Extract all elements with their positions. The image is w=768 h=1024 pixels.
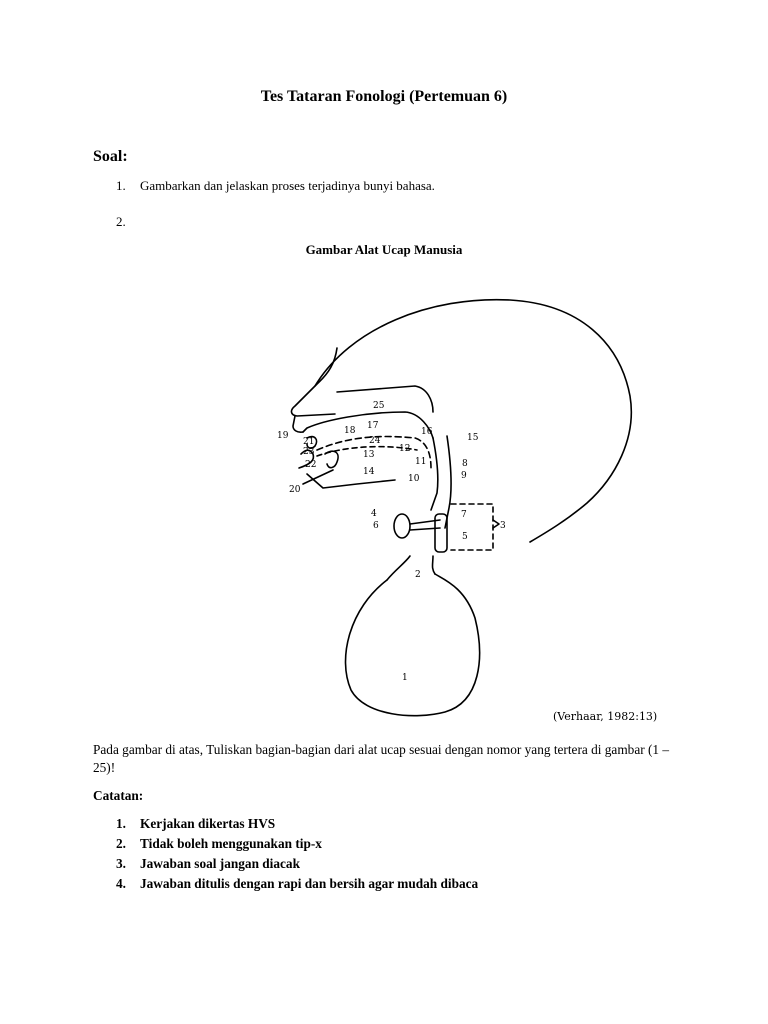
label-7: 7 xyxy=(461,510,467,520)
note-item xyxy=(116,856,478,876)
notes-list xyxy=(116,816,478,896)
label-4: 4 xyxy=(371,509,377,519)
larynx-bracket xyxy=(451,504,493,550)
question-text: Gambarkan dan jelaskan proses terjadinya bunyi bahasa. xyxy=(140,178,435,193)
question-item xyxy=(116,178,435,214)
face-outline xyxy=(291,348,337,416)
note-text: Tidak boleh menggunakan tip-x xyxy=(140,836,322,851)
speech-organs-diagram xyxy=(255,288,705,728)
label-18: 18 xyxy=(344,426,356,436)
label-6: 6 xyxy=(373,521,379,531)
section-heading: Soal: xyxy=(93,148,128,165)
note-item xyxy=(116,816,478,836)
label-23: 23 xyxy=(303,447,315,457)
label-3: 3 xyxy=(500,521,506,531)
figure-number-labels xyxy=(277,401,506,683)
label-8: 8 xyxy=(462,459,468,469)
trachea-left xyxy=(387,556,410,580)
notes-heading: Catatan: xyxy=(93,788,144,803)
label-12: 12 xyxy=(399,444,411,454)
label-20: 20 xyxy=(289,485,301,495)
pharynx xyxy=(431,438,438,510)
bracket-tick xyxy=(493,520,499,528)
note-number: 4. xyxy=(116,876,126,891)
note-item xyxy=(116,836,478,856)
nasal-cavity xyxy=(337,386,433,412)
head-outline xyxy=(315,300,631,542)
label-9: 9 xyxy=(461,471,467,481)
label-25: 25 xyxy=(373,401,385,411)
note-item xyxy=(116,876,478,896)
label-14: 14 xyxy=(363,467,375,477)
leader-20 xyxy=(303,470,333,484)
lungs xyxy=(346,574,480,716)
label-15: 15 xyxy=(467,433,479,443)
label-22: 22 xyxy=(305,460,317,470)
label-5: 5 xyxy=(462,532,468,542)
instruction-text: Pada gambar di atas, Tuliskan bagian-bagian dari alat ucap sesuai dengan nomor yang tertera di gambar (1 – 25)! xyxy=(93,742,670,775)
label-16: 16 xyxy=(421,427,433,437)
document-title: Tes Tataran Fonologi (Pertemuan 6) xyxy=(260,88,508,105)
note-text: Jawaban ditulis dengan rapi dan bersih agar mudah dibaca xyxy=(140,876,479,891)
label-13: 13 xyxy=(363,450,375,460)
figure-caption: Gambar Alat Ucap Manusia xyxy=(305,242,463,257)
label-1: 1 xyxy=(402,673,408,683)
thyroid-cartilage xyxy=(394,514,410,538)
label-19: 19 xyxy=(277,431,289,441)
label-11: 11 xyxy=(415,457,427,467)
note-number: 3. xyxy=(116,856,126,871)
label-24: 24 xyxy=(369,436,381,446)
question-list xyxy=(116,178,435,250)
figure-citation: (Verhaar, 1982:13) xyxy=(553,710,658,723)
question-number: 1. xyxy=(116,178,126,193)
note-number: 1. xyxy=(116,816,126,831)
label-10: 10 xyxy=(408,474,420,484)
note-text: Kerjakan dikertas HVS xyxy=(140,816,276,831)
note-text: Jawaban soal jangan diacak xyxy=(140,856,300,871)
upper-lip xyxy=(293,416,303,432)
label-21: 21 xyxy=(303,437,315,447)
trachea-right xyxy=(433,556,436,574)
label-2: 2 xyxy=(415,570,421,580)
note-number: 2. xyxy=(116,836,126,851)
question-number: 2. xyxy=(116,214,126,229)
label-17: 17 xyxy=(367,421,379,431)
